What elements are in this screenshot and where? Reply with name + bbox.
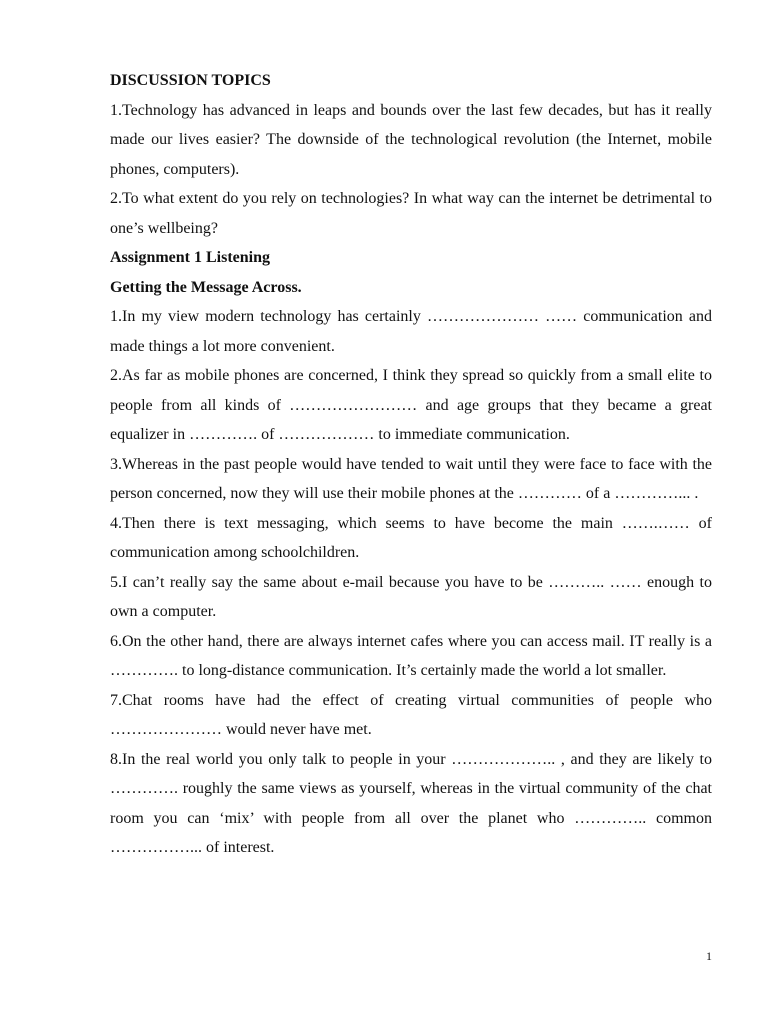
document-content bbox=[110, 66, 712, 863]
exercise-item-2: 2.As far as mobile phones are concerned, I think they spread so quickly from a small elite to people from all kinds of …………………… and age groups that they became a great equalizer in …………. of ……………… to immediate communication. bbox=[110, 367, 712, 443]
document-title: DISCUSSION TOPICS bbox=[110, 72, 271, 89]
exercise-item-4: 4.Then there is text messaging, which seems to have become the main …….…… of communication among schoolchildren. bbox=[110, 514, 712, 561]
exercise-item-6: 6.On the other hand, there are always internet cafes where you can access mail. IT really is a …………. to long-distance communication. It’s certainly made the world a lot smaller. bbox=[110, 632, 712, 679]
section-title: Getting the Message Across. bbox=[110, 278, 302, 296]
exercise-item-1: 1.In my view modern technology has certainly ………………… …… communication and made things a lot more convenient. bbox=[110, 308, 712, 355]
exercise-item-7: 7.Chat rooms have had the effect of creating virtual communities of people who ………………… would never have met. bbox=[110, 691, 712, 738]
page-number: 1 bbox=[706, 949, 712, 963]
exercise-item-8: 8.In the real world you only talk to people in your ……………….. , and they are likely to …………. roughly the same views as yourself, whereas in the virtual community of the chat room you can ‘mix’ with people from all over the planet who ………….. common ……………... of interest. bbox=[110, 750, 712, 856]
discussion-topic-2: 2.To what extent do you rely on technologies? In what way can the internet be detrimental to one’s wellbeing? bbox=[110, 190, 712, 237]
exercise-item-5: 5.I can’t really say the same about e-mail because you have to be ……….. …… enough to own a computer. bbox=[110, 573, 712, 620]
assignment-title: Assignment 1 Listening bbox=[110, 249, 271, 266]
exercise-item-3: 3.Whereas in the past people would have tended to wait until they were face to face with the person concerned, now they will use their mobile phones at the ………… of a …………... . bbox=[110, 455, 712, 502]
discussion-topic-1: 1.Technology has advanced in leaps and bounds over the last few decades, but has it really made our lives easier? The downside of the technological revolution (the Internet, mobile phones, computers). bbox=[110, 101, 712, 178]
